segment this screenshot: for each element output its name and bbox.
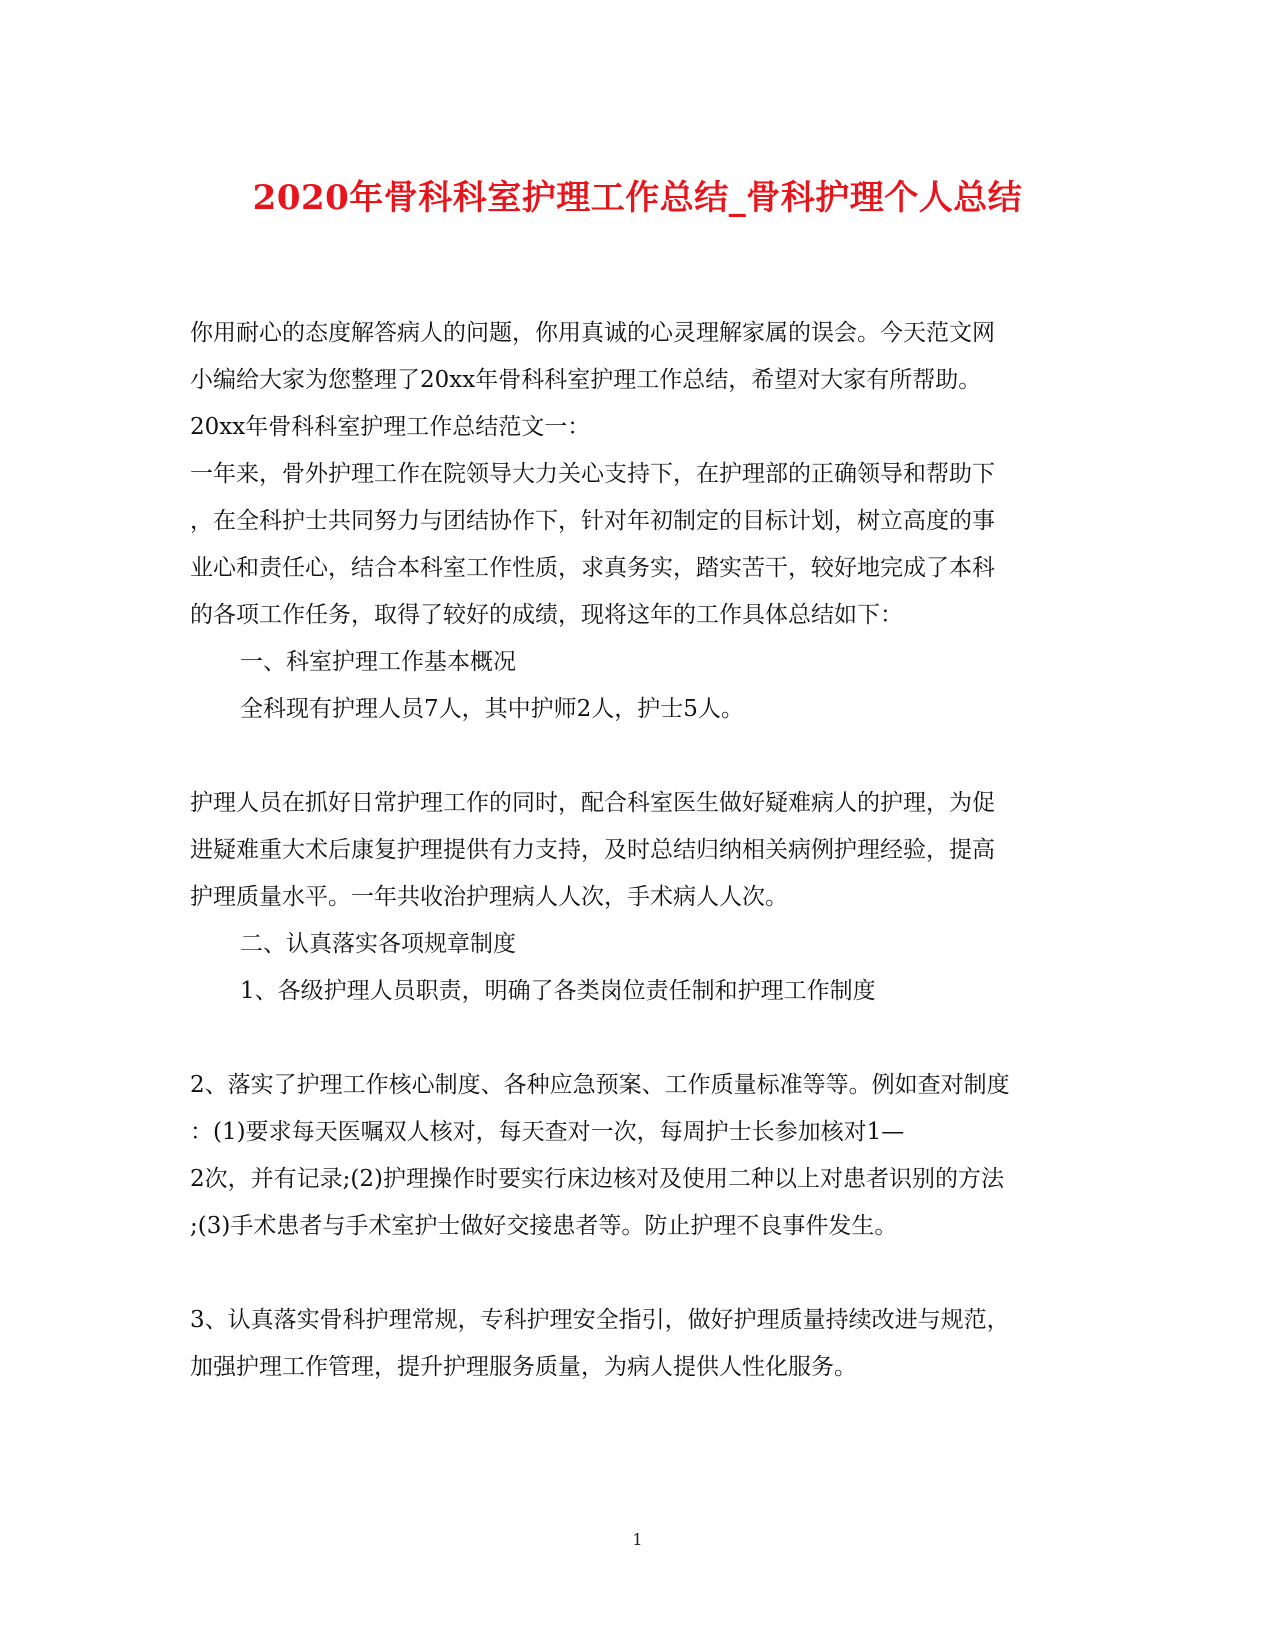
paragraph-line: ，在全科护士共同努力与团结协作下，针对年初制定的目标计划，树立高度的事	[190, 508, 995, 534]
list-item: 3、认真落实骨科护理常规，专科护理安全指引，做好护理质量持续改进与规范，	[190, 1307, 1010, 1333]
paragraph-line: ;(3)手术患者与手术室护士做好交接患者等。防止护理不良事件发生。	[190, 1213, 898, 1239]
paragraph-line: 全科现有护理人员7人，其中护师2人，护士5人。	[240, 696, 744, 722]
paragraph-line: 护理人员在抓好日常护理工作的同时，配合科室医生做好疑难病人的护理，为促	[190, 790, 995, 816]
paragraph-line: 业心和责任心，结合本科室工作性质，求真务实，踏实苦干，较好地完成了本科	[190, 555, 995, 581]
document-title: 2020年骨科科室护理工作总结_骨科护理个人总结	[252, 178, 1023, 218]
page-number: 1	[632, 1530, 643, 1549]
paragraph-line: 2次，并有记录;(2)护理操作时要实行床边核对及使用二种以上对患者识别的方法	[190, 1166, 1004, 1192]
paragraph-line: 加强护理工作管理，提升护理服务质量，为病人提供人性化服务。	[190, 1354, 857, 1380]
paragraph-line: 进疑难重大术后康复护理提供有力支持，及时总结归纳相关病例护理经验，提高	[190, 837, 995, 863]
list-item: 1、各级护理人员职责，明确了各类岗位责任制和护理工作制度	[240, 978, 876, 1004]
paragraph-line: 护理质量水平。一年共收治护理病人人次，手术病人人次。	[190, 884, 788, 910]
paragraph-line: 小编给大家为您整理了20xx年骨科科室护理工作总结，希望对大家有所帮助。	[190, 367, 982, 393]
list-item: 2、落实了护理工作核心制度、各种应急预案、工作质量标准等等。例如查对制度	[190, 1072, 1010, 1098]
paragraph-line: 的各项工作任务，取得了较好的成绩，现将这年的工作具体总结如下：	[190, 602, 903, 628]
paragraph-line: 一年来，骨外护理工作在院领导大力关心支持下，在护理部的正确领导和帮助下	[190, 461, 995, 487]
section-heading: 一、科室护理工作基本概况	[240, 649, 516, 675]
paragraph-line: ：(1)要求每天医嘱双人核对，每天查对一次，每周护士长参加核对1—	[190, 1119, 905, 1145]
section-heading: 二、认真落实各项规章制度	[240, 931, 516, 957]
paragraph-line: 你用耐心的态度解答病人的问题，你用真诚的心灵理解家属的误会。今天范文网	[190, 320, 995, 346]
paragraph-line: 20xx年骨科科室护理工作总结范文一：	[190, 414, 591, 440]
